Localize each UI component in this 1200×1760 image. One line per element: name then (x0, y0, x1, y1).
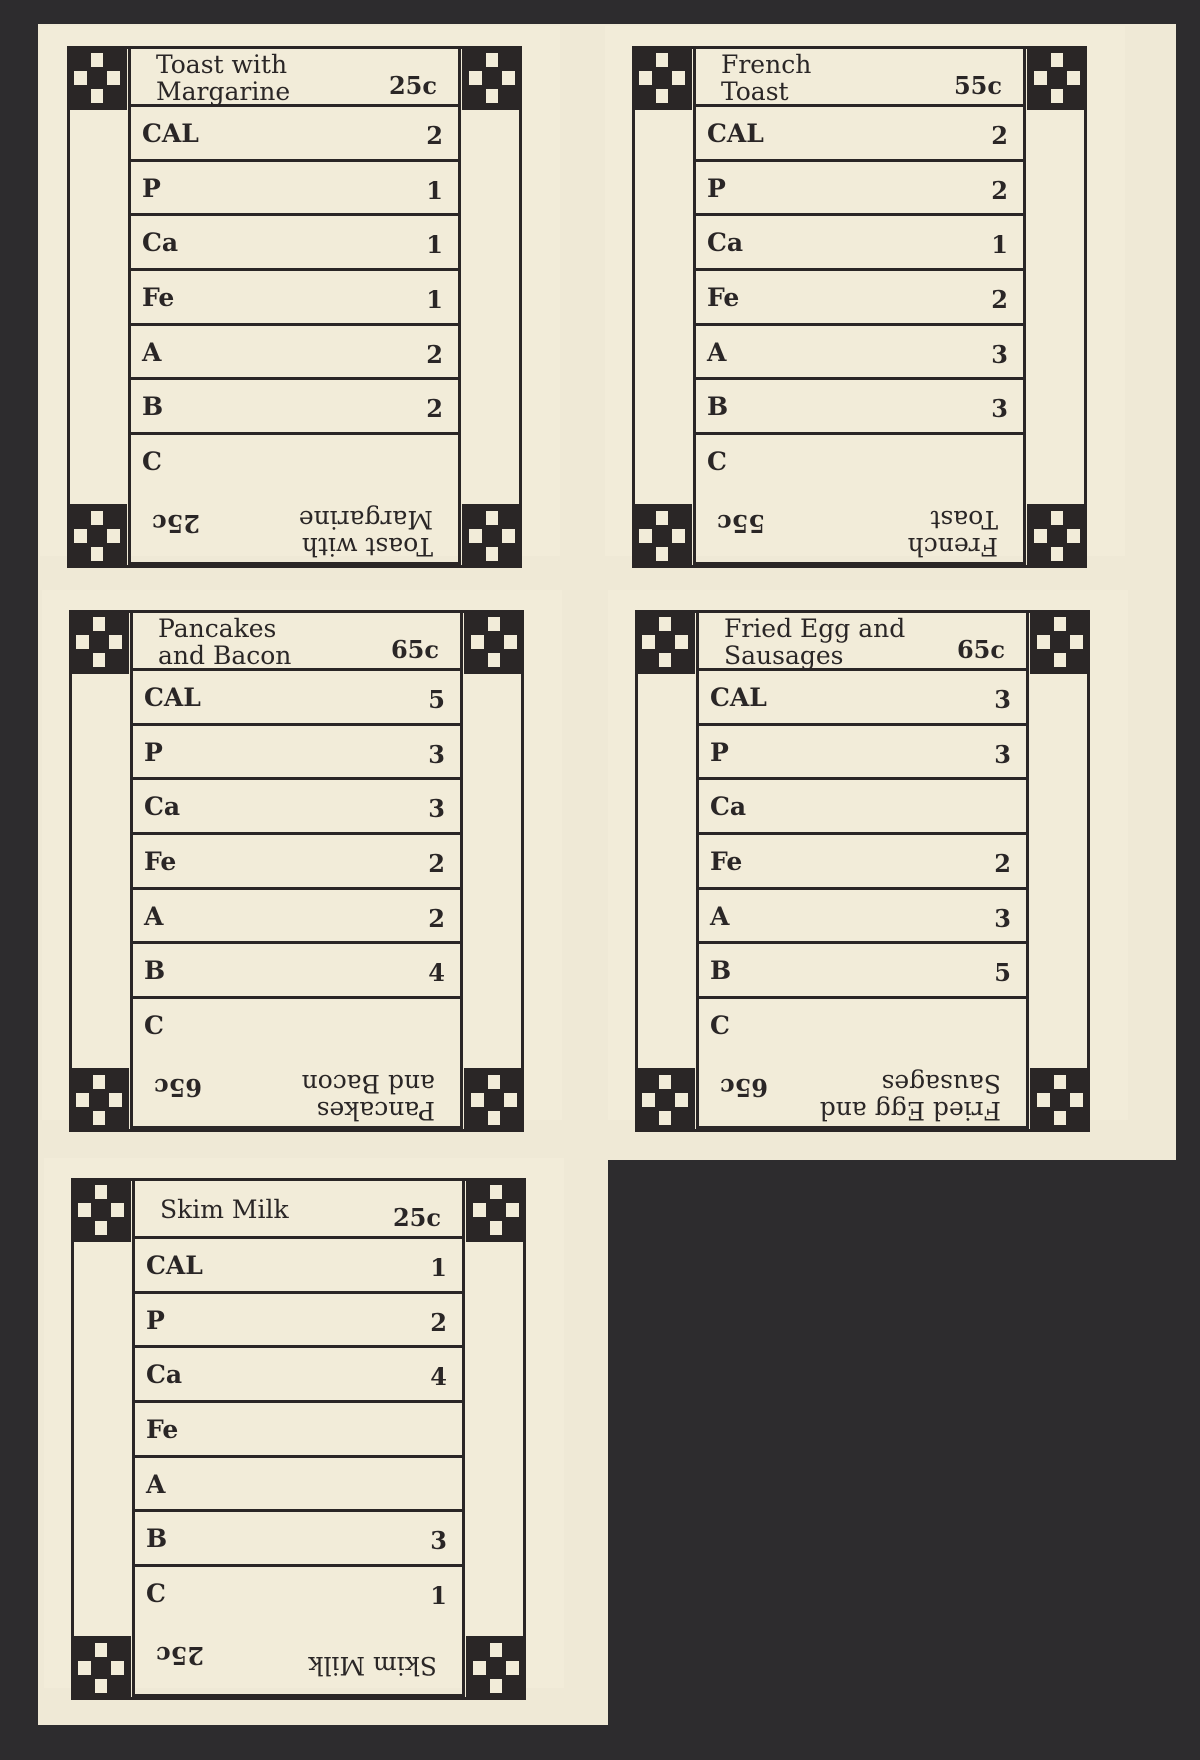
nutrient-label: P (142, 173, 161, 203)
nutrient-label: Fe (707, 283, 740, 313)
nutrient-value: 2 (991, 285, 1008, 315)
food-name: Fried Egg and Sausages (819, 1069, 1001, 1125)
nutrient-label: A (142, 337, 162, 367)
card-header (130, 613, 463, 671)
nutrient-value: 3 (991, 394, 1008, 424)
checker-corner-icon (466, 1636, 526, 1700)
nutrient-row (693, 326, 1026, 381)
food-name: Pancakes and Bacon (158, 614, 292, 670)
checker-corner-icon (466, 1178, 526, 1242)
nutrient-label: Ca (146, 1360, 183, 1390)
nutrient-row (128, 162, 461, 217)
card-frame (67, 46, 522, 568)
checker-corner-icon (1030, 610, 1090, 674)
nutrient-row (128, 380, 461, 435)
nutrient-label: A (707, 337, 727, 367)
nutrient-label: Fe (142, 283, 175, 313)
food-price: 25c (156, 1641, 205, 1670)
checker-corner-icon (632, 46, 692, 110)
checker-corner-icon (67, 46, 127, 110)
nutrient-label: Ca (710, 792, 747, 822)
card-footer-inverted (696, 1069, 1029, 1129)
nutrient-row (693, 271, 1026, 326)
nutrient-label: P (710, 737, 729, 767)
checker-corner-icon (635, 610, 695, 674)
food-name: Fried Egg and Sausages (724, 614, 906, 670)
nutrient-value: 1 (991, 230, 1008, 260)
nutrient-label: CAL (146, 1251, 203, 1280)
food-card (608, 590, 1128, 1125)
food-price: 25c (388, 71, 437, 100)
nutrient-value: 1 (426, 230, 443, 260)
nutrient-label: B (710, 956, 732, 986)
nutrient-row (696, 999, 1029, 1054)
checker-corner-icon (67, 504, 127, 568)
nutrient-value: 3 (428, 794, 445, 824)
checker-corner-icon (464, 1068, 524, 1132)
nutrient-value: 5 (428, 685, 445, 714)
food-name: Skim Milk (160, 1195, 289, 1224)
nutrient-row (128, 271, 461, 326)
food-price: 55c (953, 71, 1002, 100)
nutrient-value: 2 (426, 339, 443, 369)
food-name: Skim Milk (308, 1651, 437, 1680)
nutrient-row (128, 435, 461, 490)
checker-corner-icon (1030, 1068, 1090, 1132)
nutrient-label: Fe (146, 1415, 179, 1445)
nutrient-value: 4 (428, 958, 445, 988)
checker-corner-icon (462, 46, 522, 110)
nutrient-row (130, 890, 463, 945)
nutrient-row (132, 1512, 465, 1567)
nutrient-row (130, 671, 463, 726)
nutrient-label: C (146, 1579, 166, 1609)
nutrient-value: 1 (426, 285, 443, 315)
card-footer-inverted (128, 505, 461, 565)
card-footer-inverted (693, 505, 1026, 565)
nutrient-row (132, 1403, 465, 1458)
food-price: 25c (392, 1203, 441, 1232)
nutrient-value: 2 (430, 1307, 447, 1337)
nutrient-value: 2 (426, 394, 443, 424)
checker-corner-icon (69, 610, 129, 674)
nutrient-row (696, 780, 1029, 835)
nutrient-row (128, 107, 461, 162)
card-frame (69, 610, 524, 1132)
nutrient-label: CAL (710, 683, 767, 712)
nutrient-label: B (707, 392, 729, 422)
card-frame (71, 1178, 526, 1700)
nutrient-row (696, 726, 1029, 781)
checker-corner-icon (1027, 46, 1087, 110)
checker-corner-icon (635, 1068, 695, 1132)
nutrient-row (128, 216, 461, 271)
food-price: 25c (152, 509, 201, 538)
nutrient-label: A (146, 1469, 166, 1499)
nutrient-label: P (144, 737, 163, 767)
nutrient-row (130, 835, 463, 890)
nutrient-row (132, 1458, 465, 1513)
nutrient-label: Ca (144, 792, 181, 822)
nutrient-value: 3 (994, 903, 1011, 933)
nutrient-row (132, 1239, 465, 1294)
food-name: French Toast (907, 505, 998, 561)
food-card (605, 26, 1125, 561)
nutrient-row (132, 1567, 465, 1622)
nutrient-row (130, 999, 463, 1054)
food-card (44, 1158, 564, 1688)
checker-corner-icon (462, 504, 522, 568)
nutrient-row (130, 780, 463, 835)
nutrient-label: B (146, 1524, 168, 1554)
nutrient-label: C (707, 447, 727, 477)
nutrient-label: C (144, 1011, 164, 1041)
food-name: Toast with Margarine (298, 505, 433, 561)
nutrient-value: 1 (430, 1581, 447, 1611)
nutrient-value: 2 (991, 175, 1008, 205)
nutrient-label: A (710, 901, 730, 931)
food-price: 55c (717, 509, 766, 538)
nutrient-row (128, 326, 461, 381)
nutrient-value: 1 (426, 175, 443, 205)
nutrient-label: Fe (710, 847, 743, 877)
nutrient-row (696, 835, 1029, 890)
nutrient-row (130, 944, 463, 999)
nutrient-label: C (710, 1011, 730, 1041)
nutrient-row (693, 107, 1026, 162)
nutrient-label: Ca (707, 228, 744, 258)
nutrient-list (696, 671, 1029, 1069)
card-header (128, 49, 461, 107)
nutrient-row (132, 1348, 465, 1403)
food-name: Pancakes and Bacon (301, 1069, 435, 1125)
nutrient-value: 2 (994, 849, 1011, 879)
nutrient-row (132, 1294, 465, 1349)
nutrient-row (693, 216, 1026, 271)
nutrient-label: CAL (144, 683, 201, 712)
food-name: French Toast (721, 50, 812, 106)
checker-corner-icon (464, 610, 524, 674)
nutrient-row (130, 726, 463, 781)
food-price: 65c (956, 635, 1005, 664)
nutrient-label: B (142, 392, 164, 422)
card-header (132, 1181, 465, 1239)
card-header (693, 49, 1026, 107)
checker-corner-icon (71, 1178, 131, 1242)
food-card (42, 590, 562, 1125)
nutrient-value: 3 (994, 685, 1011, 714)
checker-corner-icon (632, 504, 692, 568)
nutrient-value: 1 (430, 1253, 447, 1282)
nutrient-value: 3 (994, 739, 1011, 769)
nutrient-list (132, 1239, 465, 1637)
nutrient-list (130, 671, 463, 1069)
card-frame (632, 46, 1087, 568)
nutrient-label: CAL (142, 119, 199, 148)
nutrient-label: Ca (142, 228, 179, 258)
card-frame (635, 610, 1090, 1132)
checker-corner-icon (1027, 504, 1087, 568)
checker-corner-icon (71, 1636, 131, 1700)
nutrient-label: B (144, 956, 166, 986)
checker-corner-icon (69, 1068, 129, 1132)
card-header (696, 613, 1029, 671)
card-footer-inverted (130, 1069, 463, 1129)
nutrient-row (696, 944, 1029, 999)
nutrient-label: P (146, 1305, 165, 1335)
nutrient-row (693, 380, 1026, 435)
nutrient-list (128, 107, 461, 505)
nutrient-value: 2 (428, 903, 445, 933)
nutrient-row (696, 890, 1029, 945)
nutrient-label: CAL (707, 119, 764, 148)
nutrient-value: 2 (426, 121, 443, 150)
nutrient-label: A (144, 901, 164, 931)
nutrient-row (693, 435, 1026, 490)
nutrient-row (696, 671, 1029, 726)
nutrient-value: 2 (991, 121, 1008, 150)
nutrient-value: 4 (430, 1362, 447, 1392)
nutrient-row (693, 162, 1026, 217)
nutrient-value: 3 (428, 739, 445, 769)
nutrient-value: 3 (430, 1526, 447, 1556)
card-footer-inverted (132, 1637, 465, 1697)
food-card (40, 26, 560, 561)
food-price: 65c (720, 1073, 769, 1102)
nutrient-label: C (142, 447, 162, 477)
nutrient-label: Fe (144, 847, 177, 877)
nutrient-list (693, 107, 1026, 505)
nutrient-value: 3 (991, 339, 1008, 369)
nutrient-value: 2 (428, 849, 445, 879)
food-price: 65c (390, 635, 439, 664)
food-name: Toast with Margarine (156, 50, 291, 106)
nutrient-label: P (707, 173, 726, 203)
food-price: 65c (154, 1073, 203, 1102)
nutrient-value: 5 (994, 958, 1011, 988)
